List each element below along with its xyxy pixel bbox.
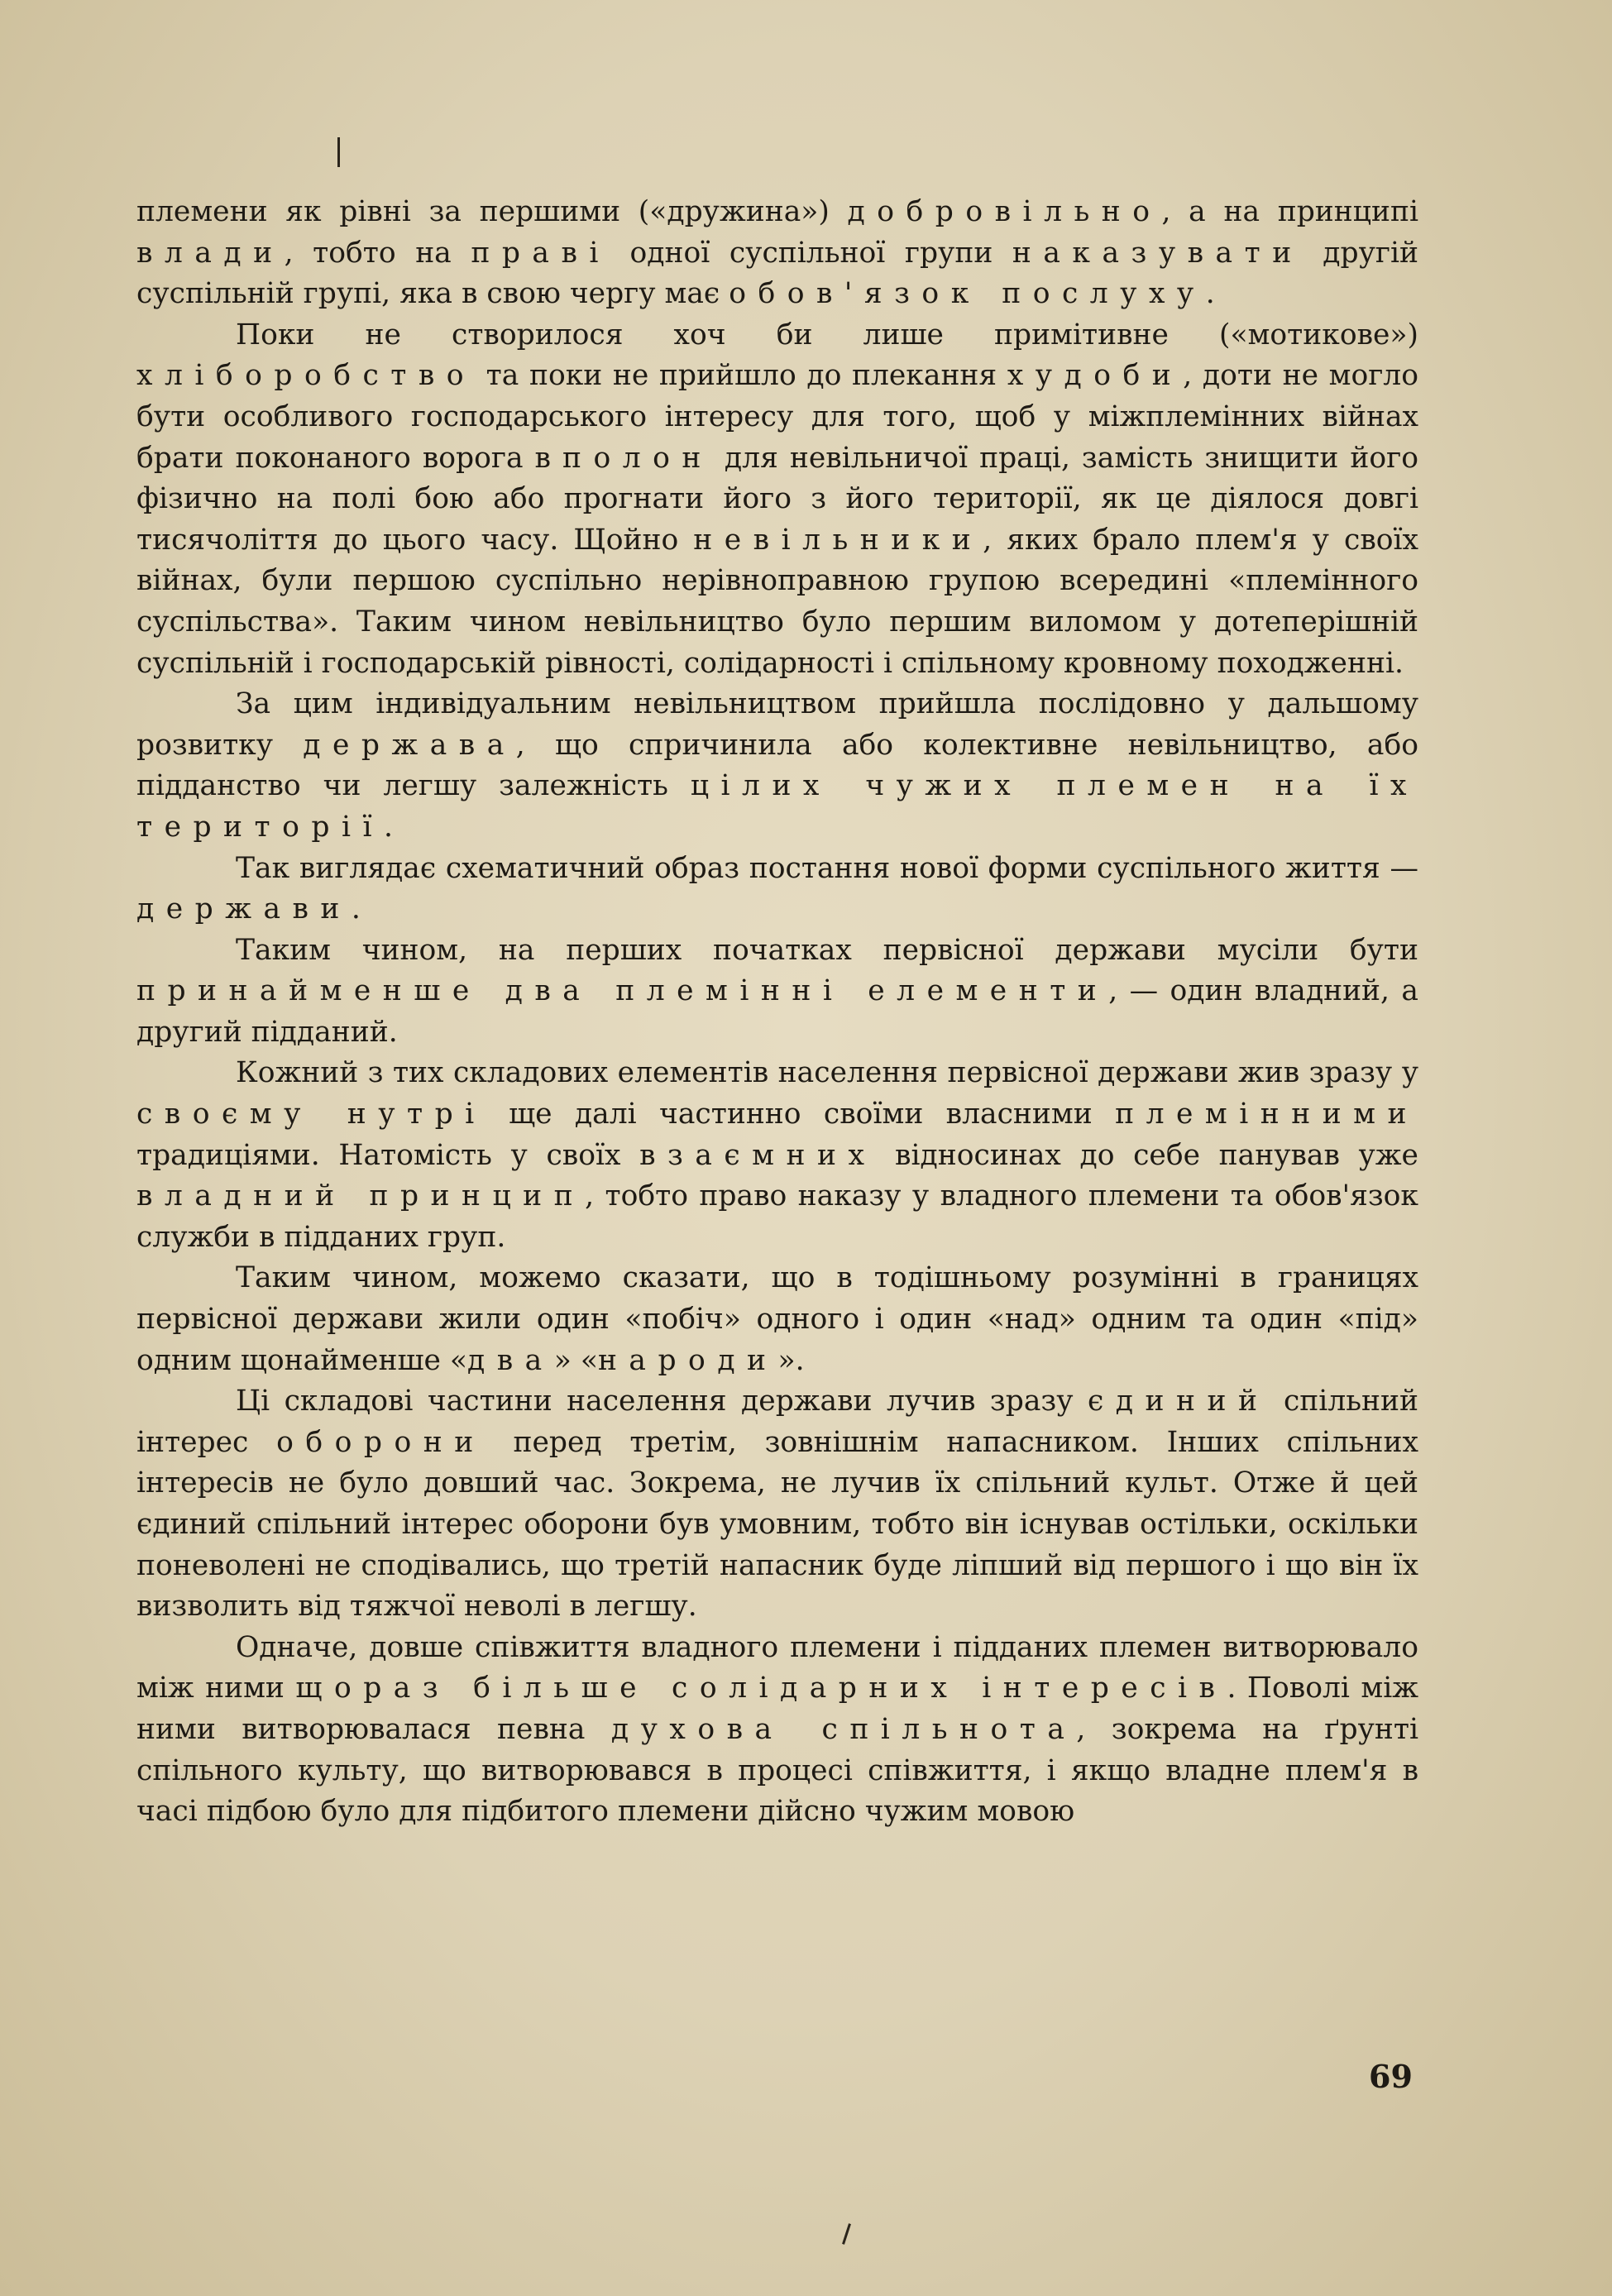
paragraph [136, 849, 1418, 930]
text-run: ще далі частинно своїми власними [486, 1098, 1116, 1131]
spaced-emphasis: племінними [1115, 1098, 1418, 1131]
paragraph [136, 1053, 1418, 1258]
text-run: другій суспільній групі, яка в свою чергу має [136, 236, 1418, 311]
spaced-emphasis: взаємних [639, 1138, 877, 1172]
text-run: перед третім, зовнішнім напасником. Інших спільних інтересів не було довший час. Зокрема, не лучив їх спільний культ. Отже й цей єдиний спільний інтерес оборони був умовним, тобто він існував остільки, оскільки поневолені не сподівались, що третій напасник буде ліпший від першого і що він їх визволить від тяжчої неволі в легшу. [136, 1425, 1419, 1624]
page-number: 69 [1369, 2058, 1413, 2095]
text-run: , доти не могло бути особливого господарського інтересу для того, щоб у міжплемінних війнах брати поконаного ворога в [136, 359, 1418, 475]
text-run: для невільничої праці, замість знищити його фізично на полі бою або прогнати його з його території, як це діялося довгі тисячоліття до цього часу. Щойно [136, 441, 1418, 557]
spaced-emphasis: єдиний [1088, 1385, 1270, 1418]
spaced-emphasis: полон [562, 441, 713, 475]
text-run: . Поволі між ними витворювалася певна [136, 1672, 1419, 1746]
text-run: ». [777, 1343, 805, 1377]
text-run: Таким чином, на перших початках первісної держави мусіли бути [236, 933, 1418, 967]
spaced-emphasis: щораз більше солідарних інтересів [295, 1672, 1227, 1705]
text-run: одної суспільної групи [610, 236, 1012, 270]
text-run: , що спричинила або колективне невільництво, або підданство чи легшу залежність [136, 728, 1418, 803]
text-run: , тобто на [284, 236, 471, 270]
text-run: » « [553, 1343, 598, 1377]
text-run: , — один владний, а другий підданий. [136, 974, 1418, 1049]
spaced-emphasis: своєму нутрі [136, 1098, 486, 1131]
text-run: , тобто право наказу у владного племени та обов'язок служби в підданих груп. [136, 1179, 1418, 1254]
spaced-emphasis: обов'язок послуху [729, 277, 1206, 311]
spaced-emphasis: невільники [693, 523, 983, 557]
text-run: Ці складові частини населення держави лучив зразу [236, 1385, 1088, 1418]
spaced-emphasis: два [467, 1343, 554, 1377]
text-run: племени як рівні за першими («дружина») [136, 195, 848, 228]
spaced-emphasis: цілих чужих племен на їх території [136, 769, 1419, 844]
text-run: Кожний з тих складових елементів населення первісної держави жив зразу у [236, 1056, 1418, 1090]
spaced-emphasis: принайменше два племінні елементи [136, 974, 1109, 1008]
paragraph [136, 315, 1418, 684]
text-run: спільний інтерес [136, 1385, 1418, 1459]
body-text [136, 192, 1418, 1833]
text-run: Поки не створилося хоч би лише примітивне («мотикове») [236, 318, 1418, 352]
text-run: Так виглядає схематичний образ постання нової форми суспільного життя — [236, 851, 1418, 885]
text-run: . [351, 892, 361, 926]
text-run: , яких брало плем'я у своїх війнах, були першою суспільно нерівноправною групою всередині «племінного суспільства». Таким чином невільництво було першим виломом у дотеперішній суспільній і господарській рівності, солідарності і спільному кровному походженні. [136, 523, 1419, 680]
text-run: традиціями. Натомість у своїх [136, 1138, 640, 1172]
text-run: . [1205, 277, 1215, 311]
text-run: , зокрема на ґрунті спільного культу, що витворювався в процесі співжиття, і якщо владне плем'я в часі підбою було для підбитого племени дійсно чужим мовою [136, 1712, 1418, 1829]
paragraph [136, 1381, 1418, 1628]
paragraph [136, 1258, 1418, 1381]
spaced-emphasis: наказувати [1012, 236, 1303, 270]
spaced-emphasis: держави [136, 892, 352, 926]
text-run: відносинах до себе панував уже [876, 1138, 1418, 1172]
spaced-emphasis: худоби [1007, 359, 1184, 393]
ink-mark [337, 137, 340, 167]
spaced-emphasis: владний принцип [136, 1179, 586, 1213]
text-run: За цим індивідуальним невільництвом прийшла послідовно у дальшому розвитку [136, 687, 1418, 762]
spaced-emphasis: праві [471, 236, 610, 270]
paragraph [136, 684, 1418, 848]
spaced-emphasis: держава [303, 728, 516, 762]
text-run: Таким чином, можемо сказати, що в тодішньому розумінні в границях первісної держави жили один «побіч» одного і один «над» одним та один «під» одним щонайменше « [136, 1261, 1418, 1377]
spaced-emphasis: влади [136, 236, 285, 270]
ink-mark [842, 2223, 851, 2245]
spaced-emphasis: народи [597, 1343, 778, 1377]
text-run: . [384, 810, 393, 844]
spaced-emphasis: хліборобство [136, 359, 476, 393]
text-run: та поки не прийшло до плекання [476, 359, 1007, 393]
text-run: Одначе, довше співжиття владного племени і підданих племен витворювало між ними [136, 1630, 1418, 1705]
spaced-emphasis: добровільно [847, 195, 1162, 228]
text-run: , а на принципі [1161, 195, 1418, 228]
paragraph [136, 1628, 1418, 1833]
paragraph [136, 192, 1418, 315]
spaced-emphasis: оборони [276, 1425, 486, 1459]
spaced-emphasis: духова спільнота [610, 1712, 1077, 1746]
paragraph [136, 930, 1418, 1054]
